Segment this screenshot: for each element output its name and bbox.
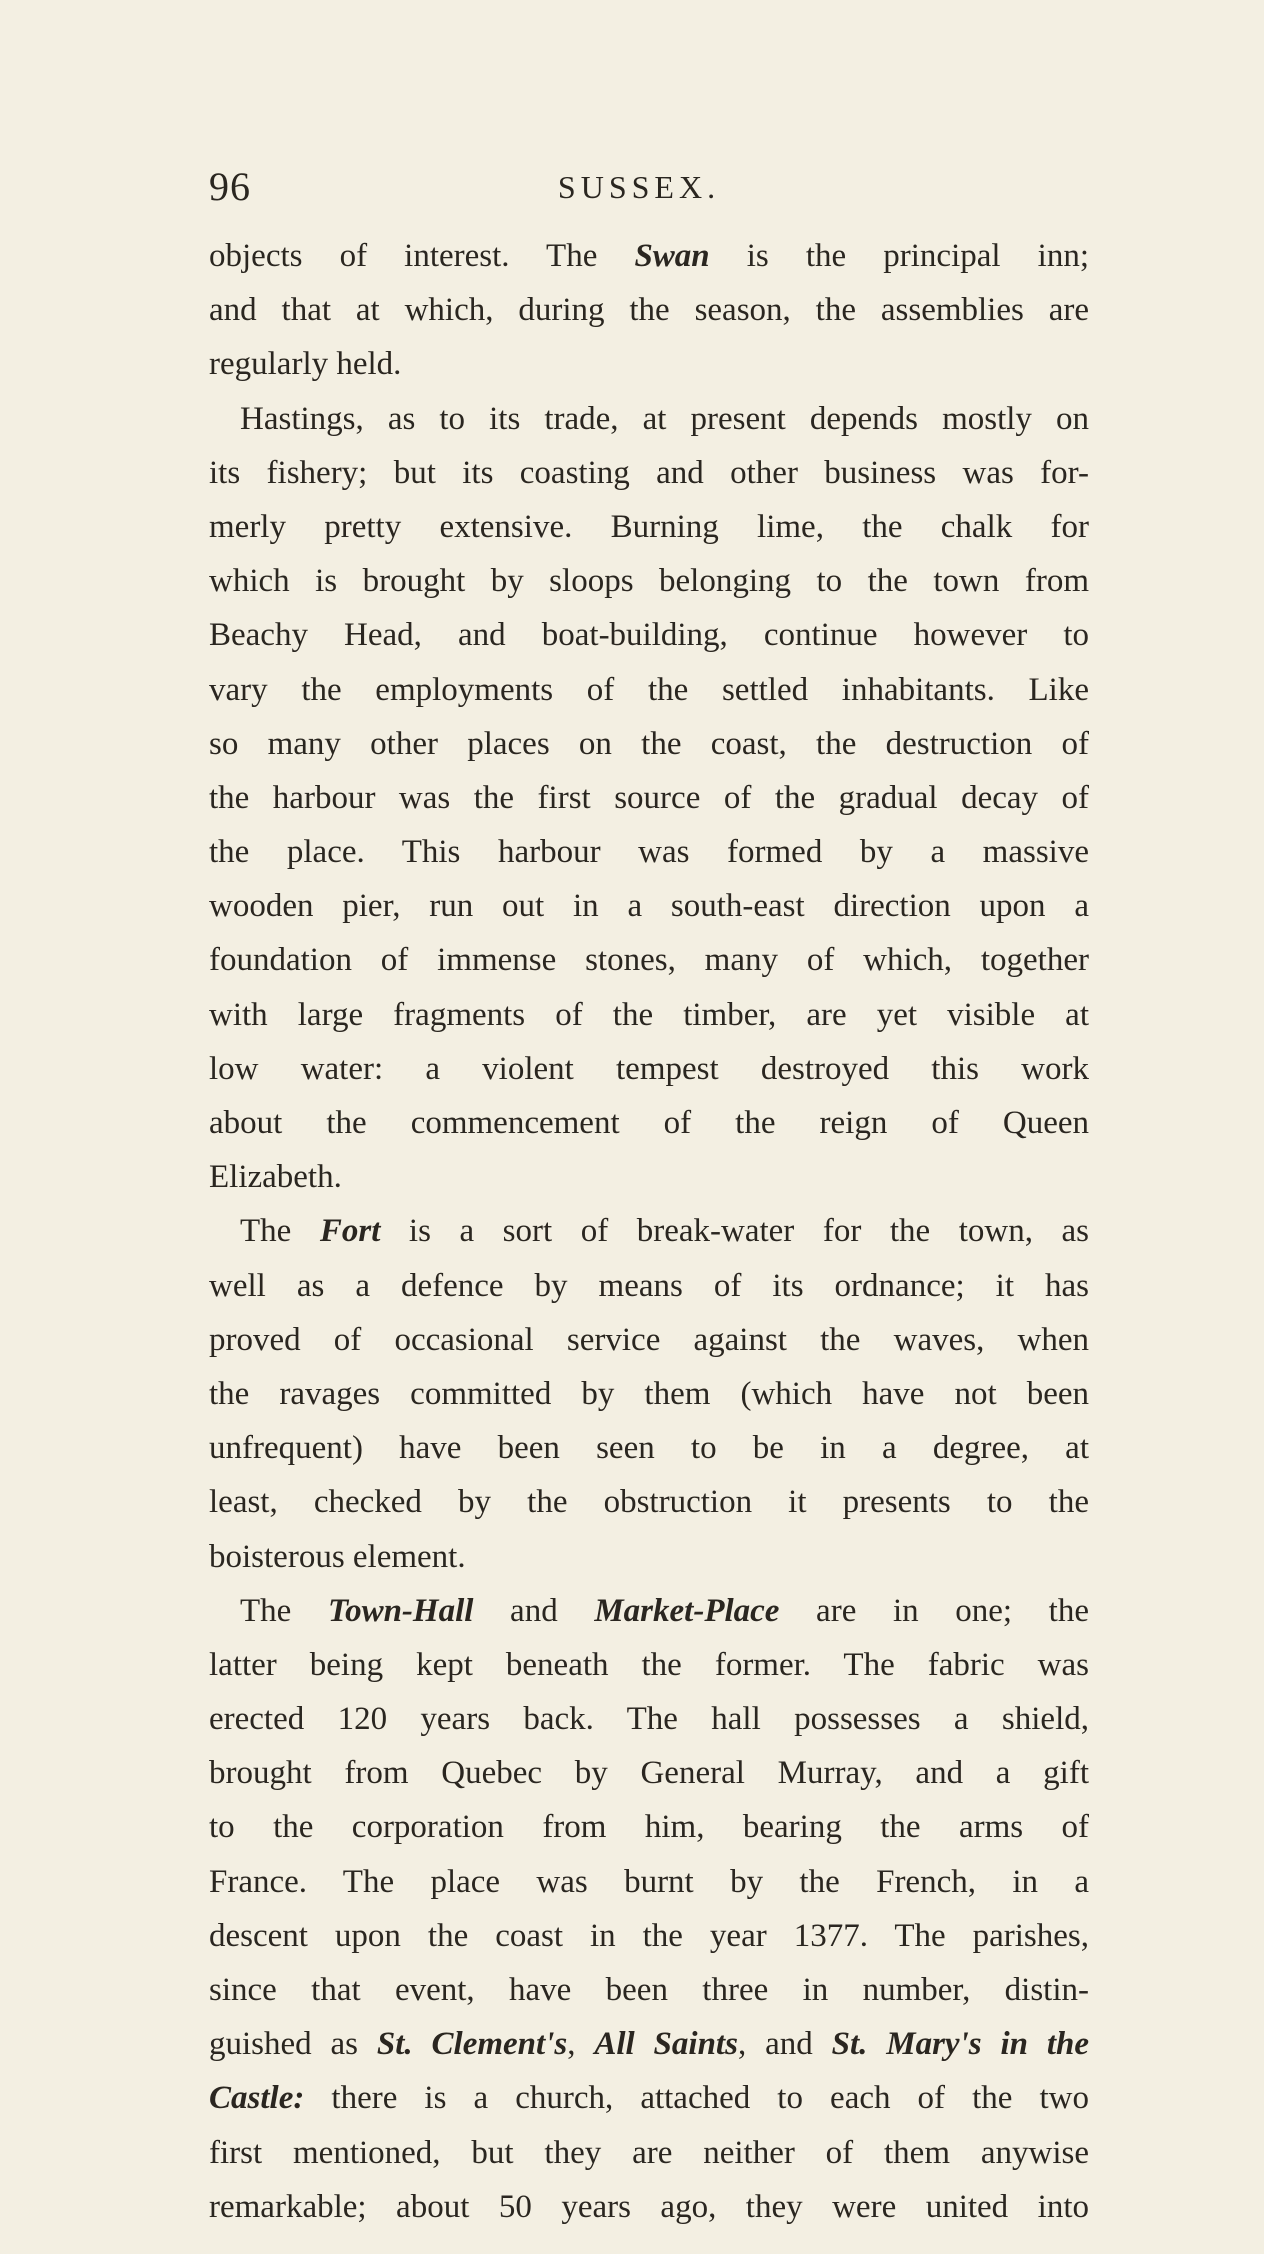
text-line <box>209 2180 1089 2234</box>
text-run: is a sort of break-water for the town, as <box>380 1213 1089 1250</box>
text-line <box>209 1313 1089 1367</box>
text-run: well as a defence by means of its ordnance; it has <box>209 1267 1089 1304</box>
text-line <box>209 1855 1089 1909</box>
text-run: objects of interest. The <box>209 238 635 274</box>
text-run: low water: a violent tempest destroyed this work <box>209 1050 1089 1087</box>
text-line <box>209 933 1089 987</box>
text-run: vary the employments of the settled inhabitants. Like <box>209 671 1089 708</box>
text-line <box>209 2017 1089 2071</box>
text-line <box>209 717 1089 771</box>
running-head: SUSSEX. <box>557 169 721 205</box>
text-line <box>209 500 1089 554</box>
text-run: regularly held. <box>209 346 402 383</box>
text-run: erected 120 years back. The hall possesses a shield, <box>209 1701 1089 1738</box>
text-run: unfrequent) have been seen to be in a degree, at <box>209 1430 1089 1467</box>
text-line <box>209 1204 1089 1258</box>
text-run: , <box>567 2026 595 2063</box>
text-line <box>209 663 1089 717</box>
text-line <box>209 1421 1089 1475</box>
text-run: proved of occasional service against the waves, when <box>209 1321 1089 1358</box>
text-line <box>209 608 1089 662</box>
text-line <box>209 1259 1089 1313</box>
text-run: foundation of immense stones, many of which, together <box>209 942 1089 979</box>
text-line <box>209 1963 1089 2017</box>
text-line <box>209 771 1089 825</box>
italic-term: St. Mary's in the <box>831 2026 1090 2063</box>
italic-term: All Saints <box>594 2026 738 2063</box>
text-run: to the corporation from him, bearing the arms of <box>209 1809 1089 1846</box>
text-line <box>209 2071 1089 2125</box>
text-run: The <box>240 1592 328 1629</box>
text-run: Hastings, as to its trade, at present depends mostly on <box>240 400 1089 437</box>
italic-term: Castle: <box>209 2080 305 2117</box>
text-line <box>209 988 1089 1042</box>
text-run: guished as <box>209 2026 377 2063</box>
text-run: latter being kept beneath the former. The fabric was <box>209 1646 1089 1683</box>
text-line <box>209 554 1089 608</box>
text-run: which is brought by sloops belonging to the town from <box>209 563 1089 600</box>
text-line <box>209 1367 1089 1421</box>
text-line <box>209 229 1089 283</box>
text-line <box>209 1584 1089 1638</box>
text-run: are in one; the <box>779 1592 1089 1629</box>
text-run: merly pretty extensive. Burning lime, the chalk for <box>209 508 1089 545</box>
text-line <box>209 1096 1089 1150</box>
text-line <box>209 1746 1089 1800</box>
text-run: so many other places on the coast, the destruction of <box>209 725 1089 762</box>
text-line <box>209 392 1089 446</box>
italic-term: Fort <box>319 1213 381 1250</box>
text-line <box>209 1042 1089 1096</box>
text-run: there is a church, attached to each of the two <box>304 2080 1089 2117</box>
text-run: the place. This harbour was formed by a massive <box>209 834 1089 871</box>
text-run: Elizabeth. <box>209 1159 342 1196</box>
text-run: and <box>473 1592 595 1629</box>
text-run: remarkable; about 50 years ago, they were united into <box>209 2188 1089 2225</box>
text-line <box>209 337 1089 391</box>
text-line <box>209 879 1089 933</box>
text-line <box>209 825 1089 879</box>
text-run: with large fragments of the timber, are yet visible at <box>209 996 1089 1033</box>
text-line <box>209 446 1089 500</box>
italic-term: St. Clement's <box>376 2026 568 2063</box>
page-header <box>209 162 1089 212</box>
text-line <box>209 1909 1089 1963</box>
text-line <box>209 1150 1089 1204</box>
text-run: Beachy Head, and boat-building, continue however to <box>209 617 1089 654</box>
text-line <box>209 1530 1089 1584</box>
text-run: the harbour was the first source of the gradual decay of <box>209 779 1089 816</box>
text-run: the ravages committed by them (which have not been <box>209 1375 1089 1412</box>
text-run: descent upon the coast in the year 1377. The parishes, <box>209 1917 1089 1954</box>
text-line <box>209 1692 1089 1746</box>
text-run: wooden pier, run out in a south-east direction upon a <box>209 888 1089 925</box>
italic-term: Town-Hall <box>327 1592 474 1629</box>
text-run: brought from Quebec by General Murray, and a gift <box>209 1755 1089 1792</box>
text-run: first mentioned, but they are neither of them anywise <box>209 2134 1089 2171</box>
text-run: its fishery; but its coasting and other business was for- <box>209 454 1089 491</box>
text-run: The <box>240 1213 320 1250</box>
text-run: is the principal inn; <box>709 238 1089 274</box>
text-line <box>209 1638 1089 1692</box>
text-run: least, checked by the obstruction it presents to the <box>209 1484 1089 1521</box>
italic-term: Market-Place <box>594 1592 780 1629</box>
text-run: France. The place was burnt by the French, in a <box>209 1863 1089 1900</box>
text-run: , and <box>737 2026 832 2063</box>
text-run: and that at which, during the season, the assemblies are <box>209 292 1089 329</box>
text-line <box>209 283 1089 337</box>
text-line <box>209 2126 1089 2180</box>
text-line <box>209 1800 1089 1854</box>
text-line <box>209 1475 1089 1529</box>
text-run: boisterous element. <box>209 1538 466 1575</box>
body-text <box>209 229 1089 2234</box>
text-run: since that event, have been three in number, distin- <box>209 1972 1089 2008</box>
page-number: 96 <box>209 164 251 209</box>
italic-term: Swan <box>634 238 710 274</box>
text-run: about the commencement of the reign of Queen <box>209 1105 1089 1141</box>
